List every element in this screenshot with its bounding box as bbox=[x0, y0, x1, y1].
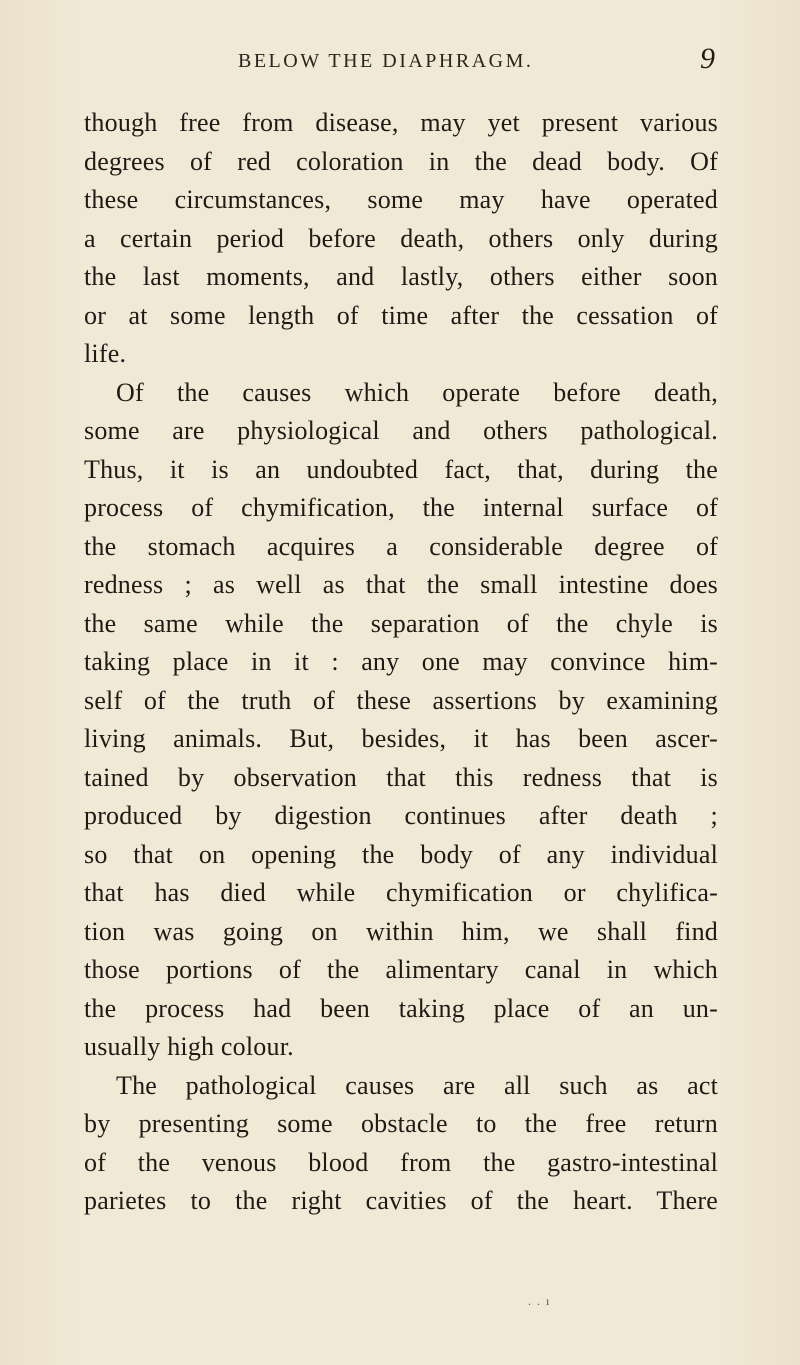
text-line: usually high colour. bbox=[84, 1032, 294, 1061]
text-line: that has died while chymification or chylifica- bbox=[84, 878, 718, 907]
running-head: BELOW THE DIAPHRAGM. bbox=[238, 50, 534, 72]
text-line: self of the truth of these assertions by examining bbox=[84, 685, 718, 715]
text-line: degrees of red coloration in the dead body. Of bbox=[84, 146, 718, 176]
text-line: life. bbox=[84, 339, 127, 368]
text-line: so that on opening the body of any individual bbox=[84, 839, 718, 869]
text-line: the stomach acquires a considerable degree of bbox=[84, 531, 718, 561]
text-line: produced by digestion continues after death ; bbox=[84, 801, 718, 830]
text-line: a certain period before death, others only during bbox=[84, 223, 718, 253]
body-text bbox=[84, 104, 718, 1221]
page-number: 9 bbox=[700, 42, 715, 75]
text-line: taking place in it : any one may convince him- bbox=[84, 647, 718, 676]
text-line: parietes to the right cavities of the heart. There bbox=[84, 1186, 718, 1215]
text-line: these circumstances, some may have operated bbox=[84, 185, 718, 214]
text-line: those portions of the alimentary canal in which bbox=[84, 955, 718, 984]
print-specks: . . ı bbox=[528, 1294, 550, 1308]
text-line: tained by observation that this redness that is bbox=[84, 762, 718, 792]
text-line: some are physiological and others pathological. bbox=[84, 416, 718, 445]
text-line: the last moments, and lastly, others either soon bbox=[84, 262, 718, 291]
text-line: The pathological causes are all such as act bbox=[116, 1070, 718, 1100]
text-line: the process had been taking place of an un- bbox=[84, 993, 718, 1023]
text-line: or at some length of time after the cessation of bbox=[84, 300, 718, 330]
text-line: process of chymification, the internal surface of bbox=[84, 493, 718, 522]
text-line: living animals. But, besides, it has been ascer- bbox=[84, 724, 718, 753]
text-line: of the venous blood from the gastro-intestinal bbox=[84, 1147, 718, 1177]
text-line: Of the causes which operate before death, bbox=[116, 377, 718, 407]
text-line: redness ; as well as that the small intestine does bbox=[84, 570, 718, 599]
text-line: by presenting some obstacle to the free return bbox=[84, 1109, 718, 1138]
text-line: though free from disease, may yet present various bbox=[84, 108, 718, 137]
text-line: Thus, it is an undoubted fact, that, during the bbox=[84, 454, 718, 484]
text-line: the same while the separation of the chyle is bbox=[84, 608, 718, 638]
text-line: tion was going on within him, we shall find bbox=[84, 916, 718, 946]
